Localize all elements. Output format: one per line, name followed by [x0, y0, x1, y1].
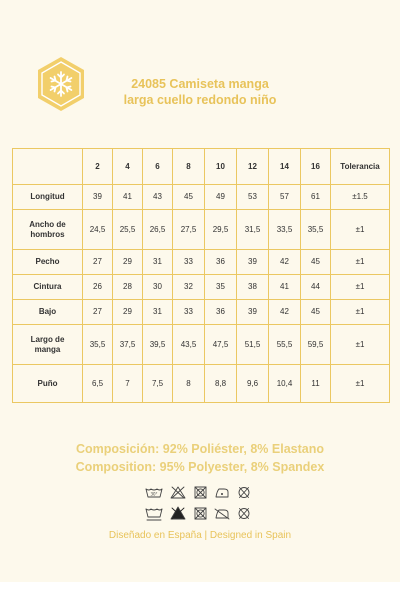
row-label-line: manga [34, 344, 61, 354]
size-header-cell: 14 [269, 149, 301, 185]
table-cell: 7,5 [143, 365, 173, 403]
tolerance-cell: ±1 [331, 275, 390, 300]
tolerance-header-cell: Tolerancia [331, 149, 390, 185]
table-cell: 24,5 [83, 210, 113, 250]
table-cell: 26 [83, 275, 113, 300]
table-row [13, 210, 390, 250]
table-cell: 45 [301, 300, 331, 325]
table-cell: 61 [301, 185, 331, 210]
table-cell: 25,5 [113, 210, 143, 250]
tolerance-cell: ±1 [331, 325, 390, 365]
table-cell: 27,5 [173, 210, 205, 250]
table-cell: 42 [269, 250, 301, 275]
size-header-row [13, 149, 390, 185]
table-row [13, 300, 390, 325]
tolerance-cell: ±1 [331, 250, 390, 275]
composition-es: Composición: 92% Poliéster, 8% Elastano [76, 442, 324, 456]
no-dry-clean-icon [239, 488, 249, 498]
table-row [13, 325, 390, 365]
table-cell: 27 [83, 250, 113, 275]
table-cell: 43,5 [173, 325, 205, 365]
no-bleach-icon [171, 487, 185, 498]
wash-temperature-label: 30° [150, 491, 158, 497]
table-cell: 39 [237, 250, 269, 275]
row-label [13, 275, 83, 300]
table-cell: 28 [113, 275, 143, 300]
footer-origin: Diseñado en España | Designed in Spain [108, 530, 292, 541]
table-cell: 30 [143, 275, 173, 300]
product-title-line1: 24085 Camiseta manga [131, 77, 269, 91]
table-cell: 29,5 [205, 210, 237, 250]
table-cell: 53 [237, 185, 269, 210]
table-cell: 32 [173, 275, 205, 300]
row-label-line: Cintura [33, 282, 62, 291]
row-label [13, 210, 83, 250]
table-cell: 43 [143, 185, 173, 210]
table-cell: 33,5 [269, 210, 301, 250]
no-tumble-dry-icon [195, 508, 206, 519]
table-cell: 35,5 [83, 325, 113, 365]
table-cell: 39 [83, 185, 113, 210]
table-cell: 31,5 [237, 210, 269, 250]
size-header-cell: 4 [113, 149, 143, 185]
table-cell: 38 [237, 275, 269, 300]
row-label-line: Longitud [30, 192, 65, 201]
size-header-cell: 8 [173, 149, 205, 185]
table-cell: 10,4 [269, 365, 301, 403]
table-cell: 39 [237, 300, 269, 325]
no-tumble-dry-icon [195, 487, 206, 498]
row-label-line: Puño [37, 378, 58, 388]
table-cell: 31 [143, 250, 173, 275]
no-dry-clean-icon [239, 509, 249, 519]
table-cell: 41 [113, 185, 143, 210]
row-label-line: Ancho de [29, 219, 66, 229]
table-cell: 37,5 [113, 325, 143, 365]
row-label [13, 325, 83, 365]
table-cell: 35,5 [301, 210, 331, 250]
row-label [13, 185, 83, 210]
table-cell: 55,5 [269, 325, 301, 365]
bleach-icon [171, 507, 185, 519]
table-cell: 9,6 [237, 365, 269, 403]
size-header-cell: 12 [237, 149, 269, 185]
gentle-wash-icon [146, 509, 162, 520]
table-cell: 49 [205, 185, 237, 210]
tolerance-cell: ±1.5 [331, 185, 390, 210]
iron-low-icon [216, 489, 228, 497]
composition-en: Composition: 95% Polyester, 8% Spandex [75, 460, 325, 474]
table-cell: 59,5 [301, 325, 331, 365]
table-cell: 39,5 [143, 325, 173, 365]
table-cell: 29 [113, 300, 143, 325]
header-empty-cell [13, 149, 83, 185]
tolerance-cell: ±1 [331, 210, 390, 250]
table-cell: 42 [269, 300, 301, 325]
table-cell: 35 [205, 275, 237, 300]
table-cell: 44 [301, 275, 331, 300]
table-cell: 45 [173, 185, 205, 210]
row-label [13, 365, 83, 403]
table-cell: 57 [269, 185, 301, 210]
table-cell: 36 [205, 300, 237, 325]
care-symbols [144, 484, 256, 524]
table-cell: 8 [173, 365, 205, 403]
snowflake-hexagon-icon [36, 56, 86, 112]
table-cell: 41 [269, 275, 301, 300]
size-header-cell: 10 [205, 149, 237, 185]
table-cell: 51,5 [237, 325, 269, 365]
size-header-cell: 6 [143, 149, 173, 185]
size-header-cell: 2 [83, 149, 113, 185]
table-row [13, 250, 390, 275]
product-title [100, 76, 300, 108]
table-row [13, 275, 390, 300]
table-cell: 8,8 [205, 365, 237, 403]
table-cell: 29 [113, 250, 143, 275]
row-label-line: Bajo [38, 307, 57, 316]
size-header-cell: 16 [301, 149, 331, 185]
row-label-line: Pecho [35, 257, 60, 266]
table-cell: 26,5 [143, 210, 173, 250]
table-row [13, 185, 390, 210]
table-cell: 47,5 [205, 325, 237, 365]
table-cell: 33 [173, 300, 205, 325]
table-cell: 7 [113, 365, 143, 403]
table-row [13, 365, 390, 403]
size-table [12, 148, 390, 403]
table-cell: 11 [301, 365, 331, 403]
wash-30-icon [146, 489, 162, 497]
table-cell: 36 [205, 250, 237, 275]
table-cell: 33 [173, 250, 205, 275]
row-label-line: Largo de [30, 334, 65, 344]
table-cell: 27 [83, 300, 113, 325]
tolerance-cell: ±1 [331, 365, 390, 403]
table-cell: 45 [301, 250, 331, 275]
table-cell: 31 [143, 300, 173, 325]
row-label [13, 300, 83, 325]
tolerance-cell: ±1 [331, 300, 390, 325]
table-cell: 6,5 [83, 365, 113, 403]
no-iron-icon [215, 509, 229, 519]
row-label-line: hombros [30, 229, 65, 239]
product-title-line2: larga cuello redondo niño [123, 93, 277, 107]
row-label [13, 250, 83, 275]
